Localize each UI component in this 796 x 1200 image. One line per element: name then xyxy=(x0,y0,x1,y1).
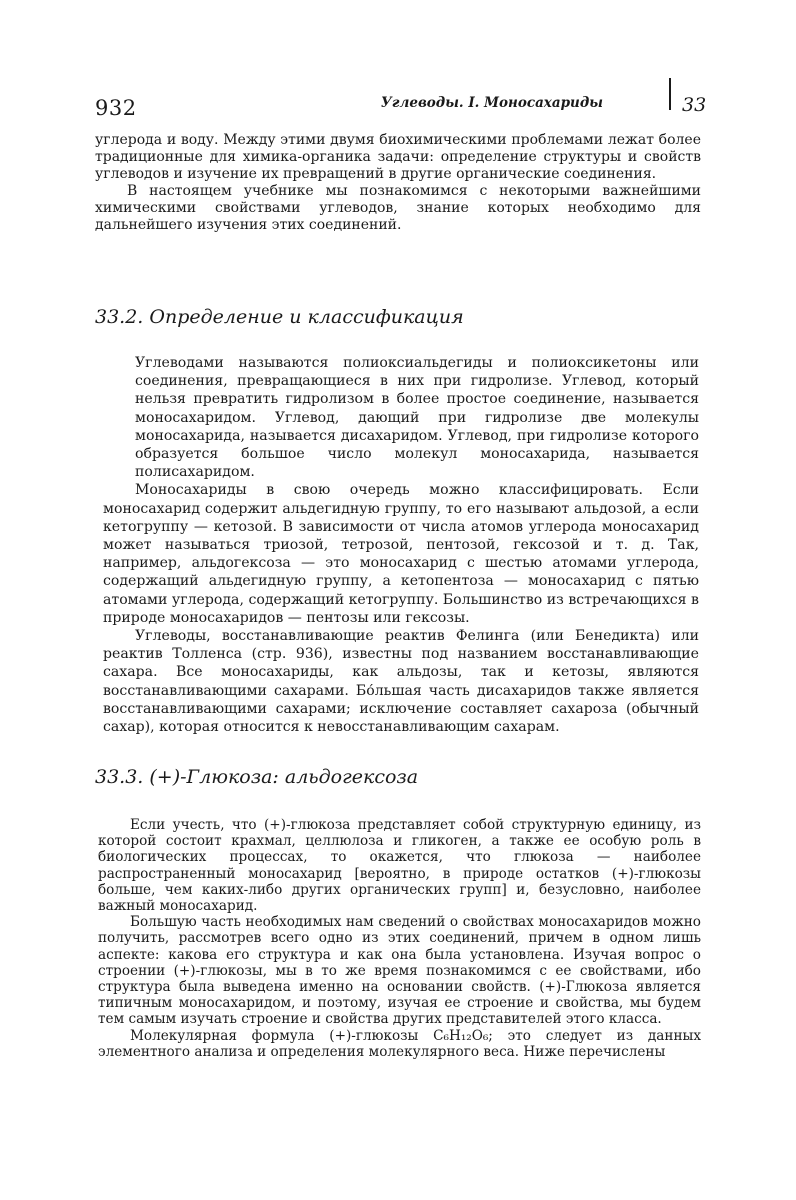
page-number: 932 xyxy=(95,96,137,120)
running-head: Углеводы. I. Моносахариды xyxy=(380,95,603,111)
section-heading-33-2: 33.2. Определение и классификация xyxy=(95,306,464,328)
section-33-2-text xyxy=(103,354,699,736)
intro-paragraph-2: В настоящем учебнике мы познакомимся с некоторыми важнейшими химическими свойствами углеводов, знание которых необходимо для дальнейшего изучения этих соединений. xyxy=(95,183,701,233)
section3-paragraph-1: Если учесть, что (+)-глюкоза представляет собой структурную единицу, из которой состоит крахмал, целлюлоза и гликоген, а также ее особую роль в биологических процессах, то окажется, что глюкоза — наиболее распространенный моносахарид [вероятно, в природе остатков (+)-глюкозы больше, чем каких-либо других органических групп] и, безусловно, наиболее важный моносахарид. xyxy=(98,817,701,915)
section3-paragraph-3: Молекулярная формула (+)-глюкозы C₆H₁₂O₆; это следует из данных элементного анализа и определения молекулярного веса. Ниже перечислены xyxy=(98,1027,701,1060)
running-head-rule xyxy=(669,78,671,110)
section2-paragraph-2: Моносахариды в свою очередь можно классифицировать. Если моносахарид содержит альдегидную группу, то его называют альдозой, а если кетогруппу — кетозой. В зависимости от числа атомов углерода моносахарид может называться триозой, тетрозой, пентозой, гексозой и т. д. Так, например, альдогексоза — это моносахарид с шестью атомами углерода, содержащий альдегидную группу, а кетопентоза — моносахарид с пятью атомами углерода, содержащий кетогруппу. Большинство из встречающихся в природе моносахаридов — пентозы или гексозы. xyxy=(103,482,699,626)
intro-paragraph-1: углерода и воду. Между этими двумя биохимическими проблемами лежат более традиционные для химика-органика задачи: определение структуры и свойств углеводов и изучение их превращений в другие органические соединения. xyxy=(95,132,701,182)
section-heading-33-3: 33.3. (+)-Глюкоза: альдогексоза xyxy=(95,766,419,788)
section3-paragraph-2: Большую часть необходимых нам сведений о свойствах моносахаридов можно получить, рассмотрев всего одно из этих соединений, причем в одном лишь аспекте: какова его структура и как она была установлена. Изучая вопрос о строении (+)-глюкозы, мы в то же время познакомимся с ее свойствами, ибо структура была выведена именно на основании свойств. (+)-Глюкоза является типичным моносахаридом, и поэтому, изучая ее строение и свойства, мы будем тем самым изучать строение и свойства других представителей этого класса. xyxy=(98,914,701,1028)
section2-paragraph-3: Углеводы, восстанавливающие реактив Фелинга (или Бенедикта) или реактив Толленса (стр. 936), известны под названием восстанавливающие сахара. Все моносахариды, как альдозы, так и кетозы, являются восстанавливающими сахарами. Бо́льшая часть дисахаридов также является восстанавливающими сахарами; исключение составляет сахароза (обычный сахар), которая относится к невосстанавливающим сахарам. xyxy=(103,628,699,736)
intro-text xyxy=(95,132,701,234)
section-33-3-text xyxy=(98,817,701,1060)
chapter-number: 33 xyxy=(682,94,707,116)
section2-paragraph-1: Углеводами называются полиоксиальдегиды и полиоксикетоны или соединения, превращающиеся в них при гидролизе. Углевод, который нельзя превратить гидролизом в более простое соединение, называется моносахаридом. Углевод, дающий при гидролизе две молекулы моносахарида, называется дисахаридом. Углевод, при гидролизе которого образуется большое число молекул моносахарида, называется полисахаридом. xyxy=(135,355,699,481)
